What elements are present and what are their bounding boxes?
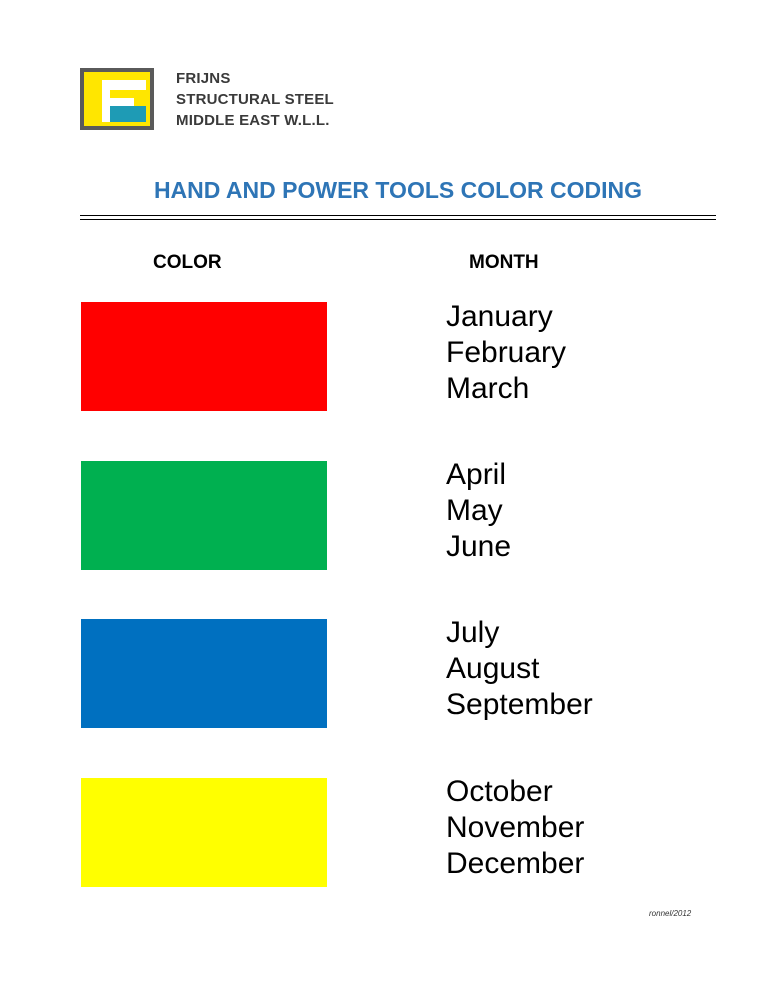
company-name-line: STRUCTURAL STEEL — [176, 91, 334, 108]
month-label: April — [446, 458, 507, 491]
month-label: October — [446, 775, 553, 808]
month-label: September — [446, 688, 593, 721]
color-swatch-blue — [81, 619, 327, 728]
month-group-q4 — [446, 774, 584, 882]
author-footer: ronnel/2012 — [649, 909, 692, 918]
company-logo-icon — [80, 68, 154, 130]
month-label: February — [446, 336, 567, 369]
color-swatch-green — [81, 461, 327, 570]
color-swatch-yellow — [81, 778, 327, 887]
company-name — [176, 68, 334, 131]
month-column-header: MONTH — [469, 252, 539, 273]
company-name-line: FRIJNS — [176, 70, 231, 87]
month-label: January — [446, 300, 553, 333]
color-column-header: COLOR — [153, 252, 222, 273]
month-label: December — [446, 847, 585, 880]
title-divider — [80, 215, 716, 216]
month-group-q1 — [446, 299, 566, 407]
company-name-line: MIDDLE EAST W.L.L. — [176, 112, 330, 129]
month-group-q2 — [446, 457, 511, 565]
color-swatch-red — [81, 302, 327, 411]
month-label: June — [446, 530, 512, 563]
title-divider-secondary — [80, 219, 716, 220]
page-title: HAND AND POWER TOOLS COLOR CODING — [153, 177, 643, 203]
month-label: March — [446, 372, 530, 405]
month-group-q3 — [446, 615, 593, 723]
month-label: May — [446, 494, 503, 527]
month-label: July — [446, 616, 500, 649]
month-label: November — [446, 811, 585, 844]
month-label: August — [446, 652, 540, 685]
